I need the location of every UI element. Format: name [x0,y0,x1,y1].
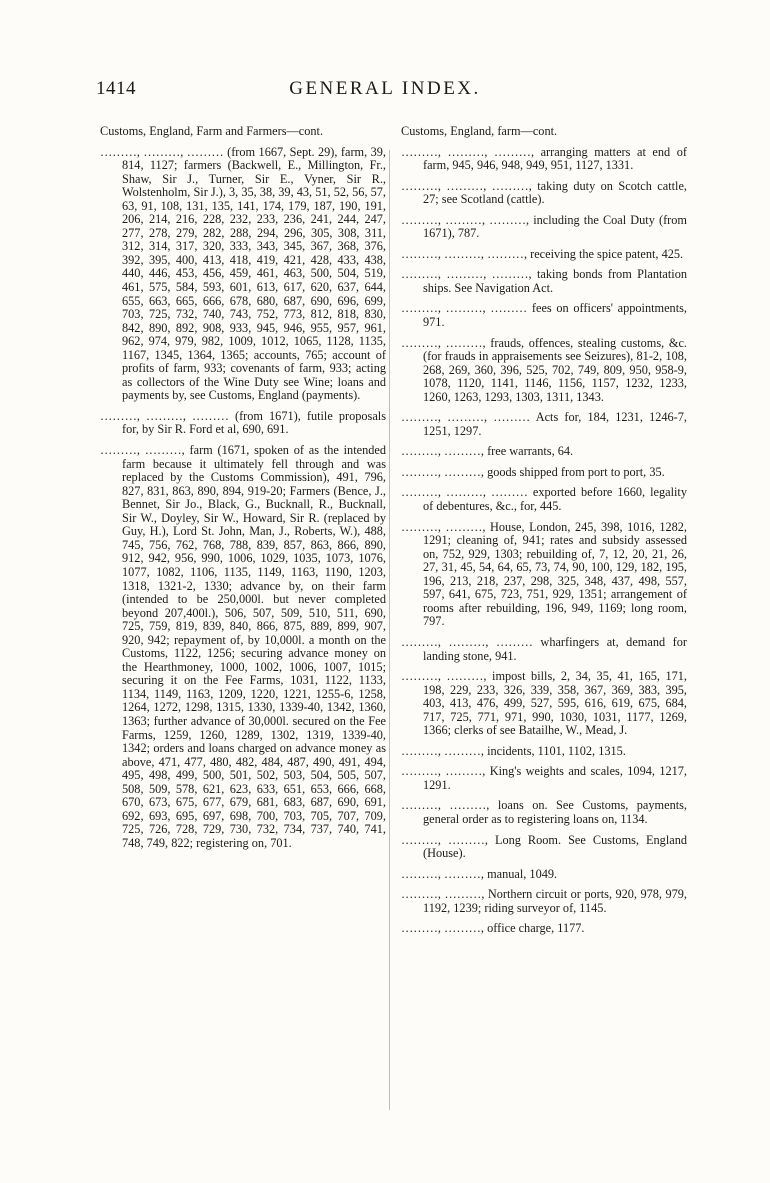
section-heading: Customs, England, farm—cont. [401,124,558,138]
page-number: 1414 [96,78,136,99]
index-entry: ………, ………, House, London, 245, 398, 1016, 1282, 1291; cleaning of, 941; rates and subsidy assessed on, 752, 929, 1303; rebuilding of, 7, 12, 20, 21, 26, 27, 31, 45, 54, 64, 65, 73, 74, 90, 100, 129, 182, 195, 196, 213, 218, 237, 298, 325, 348, 437, 498, 557, 597, 641, 675, 723, 751, 929, 1351; arrangement of rooms after rebuilding, 196, 949, 1169; long room, 797. [401,519,687,629]
index-entry: ………, ………, free warrants, 64. [401,444,574,459]
index-entry: ………, ………, manual, 1049. [401,866,558,881]
index-entry: ………, ………, goods shipped from port to port, 35. [401,464,665,479]
index-entry: ………, ………, ……… exported before 1660, legality of debentures, &c., for, 445. [401,485,687,514]
index-entry: ………, ………, frauds, offences, stealing customs, &c. (for frauds in appraisements see Seizures), 81-2, 108, 268, 269, 360, 396, 525, 702, 749, 809, 950, 958-9, 1078, 1120, 1141, 1146, 1156, 1157, 1232, 1233, 1260, 1263, 1293, 1303, 1311, 1343. [401,335,687,404]
page-header [0,78,770,102]
left-column [100,125,386,857]
index-entry: ………, ………, ……… Acts for, 184, 1231, 1246-7, 1251, 1297. [401,410,687,438]
index-entry: ………, ………, ………, taking duty on Scotch cattle, 27; see Scotland (cattle). [401,178,687,207]
index-entry: ………, ………, ……… (from 1667, Sept. 29), farm, 39, 814, 1127; farmers (Backwell, E., Millington, Fr., Shaw, Sir J., Turner, Sir E., Vyner, Sir R., Wolstenholm, Sir J.), 3, 35, 38, 39, 43, 51, 52, 56, 57, 63, 91, 108, 131, 135, 141, 174, 179, 187, 190, 191, 206, 214, 216, 228, 232, 233, 236, 241, 244, 247, 277, 278, 279, 282, 288, 294, 296, 305, 308, 311, 312, 314, 317, 320, 333, 343, 345, 367, 368, 376, 392, 395, 400, 413, 418, 419, 421, 428, 433, 438, 440, 446, 453, 456, 459, 461, 463, 500, 504, 519, 461, 575, 584, 593, 601, 613, 617, 620, 637, 644, 655, 663, 665, 666, 678, 680, 687, 690, 696, 699, 703, 725, 732, 740, 743, 752, 773, 812, 818, 830, 842, 890, 892, 908, 933, 945, 946, 955, 957, 961, 962, 974, 979, 982, 1009, 1012, 1065, 1128, 1135, 1167, 1345, 1364, 1365; accounts, 765; account of profits of farm, 933; covenants of farm, 933; acting as collectors of the Wine Duty see Wine; loans and payments by, see Customs, England (payments). [100,144,386,403]
index-entry: ………, ………, ………, taking bonds from Plantation ships. See Navigation Act. [401,267,687,295]
index-entry: ………, ………, ……… fees on officers' appointments, 971. [401,301,687,330]
index-entry: ………, ………, incidents, 1101, 1102, 1315. [401,743,626,758]
index-entry: ………, ………, King's weights and scales, 1094, 1217, 1291. [401,764,687,792]
index-entry: ………, ………, ………, receiving the spice patent, 425. [401,246,684,261]
index-entry: ………, ………, impost bills, 2, 34, 35, 41, 165, 171, 198, 229, 233, 326, 339, 358, 367, 369, 383, 395, 403, 413, 476, 499, 527, 595, 616, 619, 675, 684, 717, 725, 771, 971, 990, 1030, 1031, 1177, 1269, 1366; clerks of see Batailhe, W., Mead, J. [401,669,687,738]
index-entry: ………, ………, ……… wharfingers at, demand for landing stone, 941. [401,634,687,663]
index-entry: ………, ………, Northern circuit or ports, 920, 978, 979, 1192, 1239; riding surveyor of, 1145. [401,887,687,915]
index-entry: ………, ………, Long Room. See Customs, England (House). [401,832,687,861]
index-entry: ………, ………, loans on. See Customs, payments, general order as to registering loans on, 1134. [401,798,687,826]
section-heading: Customs, England, Farm and Farmers—cont. [100,124,324,138]
index-entry: ………, ………, ………, including the Coal Duty (from 1671), 787. [401,212,687,241]
index-entry: ………, ………, ………, arranging matters at end of farm, 945, 946, 948, 949, 951, 1127, 1331. [401,144,687,173]
index-entry: ………, ………, farm (1671, spoken of as the intended farm because it ultimately fell through and was replaced by the Customs Commission), 491, 796, 827, 831, 863, 890, 894, 919-20; Farmers (Bence, J., Bennet, Sir Jo., Black, G., Bucknall, R., Bucknall, Sir W., Doyley, Sir W., Howard, Sir R. (replaced by Guy, H.), Lord St. John, Man, J., Roberts, W.), 488, 745, 756, 762, 768, 788, 839, 857, 863, 866, 890, 912, 942, 956, 990, 1006, 1029, 1035, 1073, 1076, 1077, 1082, 1106, 1135, 1149, 1163, 1190, 1203, 1318, 1321-2, 1330; advance by, on their farm (intended to be 250,000l. but never completed beyond 207,400l.), 506, 507, 509, 510, 511, 690, 725, 759, 819, 839, 840, 866, 875, 889, 899, 907, 920, 942; repayment of, by 10,000l. a month on the Customs, 1122, 1256; securing advance money on the Hearthmoney, 1000, 1002, 1006, 1007, 1015; securing it on the Fee Farms, 1031, 1122, 1133, 1134, 1149, 1163, 1209, 1220, 1221, 1255-6, 1258, 1264, 1272, 1298, 1315, 1330, 1339-40, 1342, 1360, 1363; further advance of 30,000l. secured on the Fee Farms, 1259, 1260, 1289, 1302, 1319, 1339-40, 1342; orders and loans charged on advance money as above, 471, 477, 480, 482, 484, 487, 490, 491, 494, 495, 498, 499, 500, 501, 502, 503, 504, 505, 507, 508, 509, 578, 621, 623, 633, 651, 653, 666, 668, 670, 673, 675, 677, 679, 681, 683, 687, 690, 691, 692, 693, 695, 697, 698, 700, 703, 705, 707, 709, 725, 726, 728, 729, 730, 732, 734, 737, 740, 741, 748, 749, 822; registering on, 701. [100,443,386,850]
running-title: GENERAL INDEX. [289,78,481,99]
column-divider [389,150,390,1110]
index-entry: ………, ………, ……… (from 1671), futile proposals for, by Sir R. Ford et al, 690, 691. [100,408,386,437]
index-entry: ………, ………, office charge, 1177. [401,921,585,936]
right-column [401,125,687,943]
